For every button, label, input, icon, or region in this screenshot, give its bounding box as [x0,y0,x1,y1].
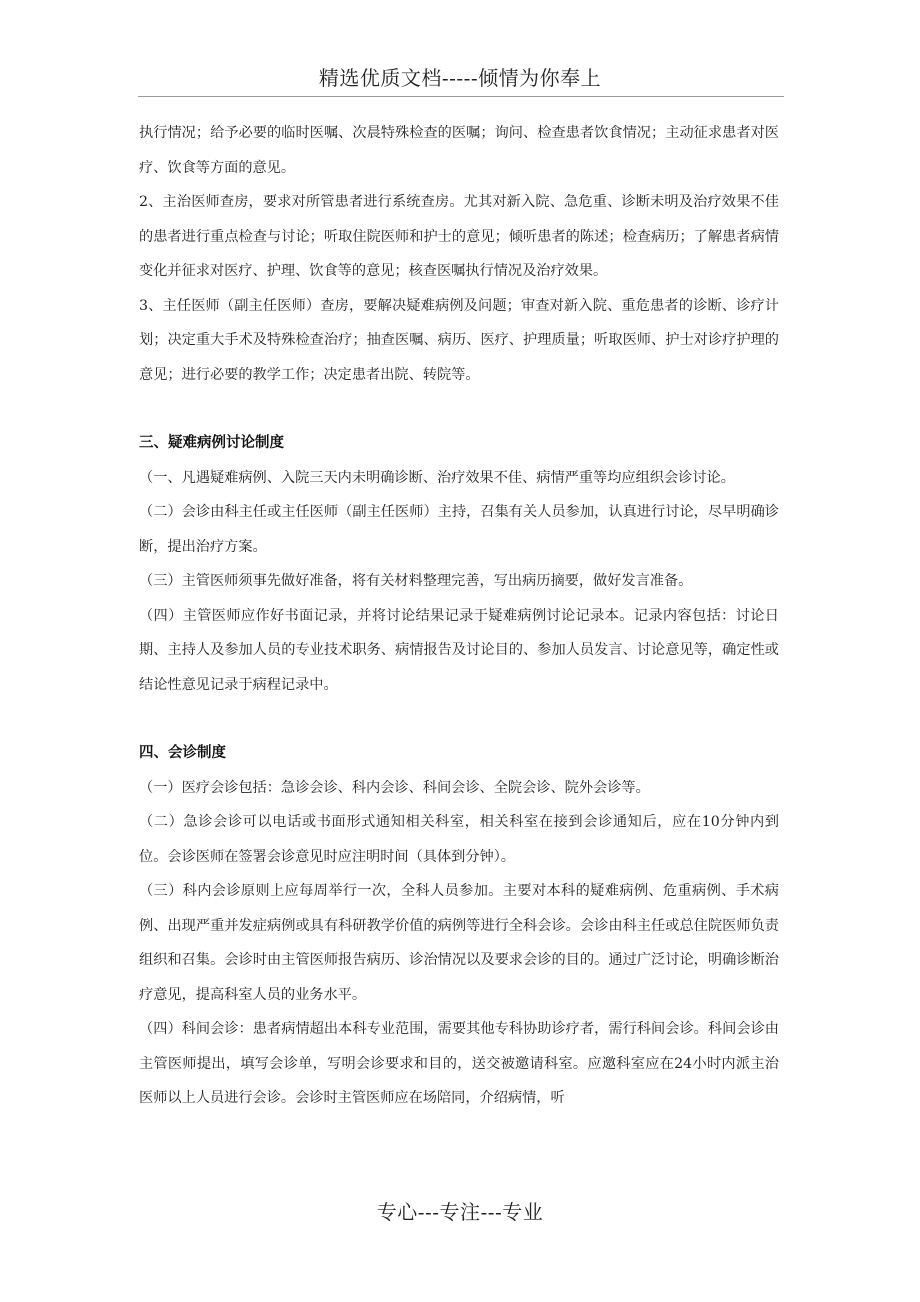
spacer [139,702,779,736]
paragraph: 执行情况；给予必要的临时医嘱、次晨特殊检查的医嘱；询问、检查患者饮食情况；主动征求患者对医疗、饮食等方面的意见。 [139,125,779,176]
spacer [139,392,779,426]
section-difficult-case-discussion [139,426,779,702]
section-title: 四、会诊制度 [139,744,226,761]
paragraph: （二）会诊由科主任或主任医师（副主任医师）主持，召集有关人员参加，认真进行讨论，尽早明确诊断，提出治疗方案。 [139,504,779,555]
section-ward-rounds-continued [139,116,779,392]
paragraph: （四）主管医师应作好书面记录，并将讨论结果记录于疑难病例讨论记录本。记录内容包括：讨论日期、主持人及参加人员的专业技术职务、病情报告及讨论目的、参加人员发言、讨论意见等，确定性或结论性意见记录于病程记录中。 [139,607,779,693]
paragraph: （三）科内会诊原则上应每周举行一次，全科人员参加。主要对本科的疑难病例、危重病例、手术病例、出现严重并发症病例或具有科研教学价值的病例等进行全科会诊。会诊由科主任或总住院医师负责组织和召集。会诊时由主管医师报告病历、诊治情况以及要求会诊的目的。通过广泛讨论，明确诊断治疗意见，提高科室人员的业务水平。 [139,883,779,1003]
paragraph: 3、主任医师（副主任医师）查房，要解决疑难病例及问题；审查对新入院、重危患者的诊断、诊疗计划；决定重大手术及特殊检查治疗；抽查医嘱、病历、医疗、护理质量；听取医师、护士对诊疗护理的意见；进行必要的教学工作；决定患者出院、转院等。 [139,297,779,383]
paragraph: （一）医疗会诊包括：急诊会诊、科内会诊、科间会诊、全院会诊、院外会诊等。 [139,779,650,796]
paragraph: （四）科间会诊：患者病情超出本科专业范围，需要其他专科协助诊疗者，需行科间会诊。科间会诊由主管医师提出，填写会诊单，写明会诊要求和目的，送交被邀请科室。应邀科室应在24小时内派主治医师以上人员进行会诊。会诊时主管医师应在场陪同，介绍病情，听 [139,1021,779,1106]
paragraph: （一、凡遇疑难病例、入院三天内未明确诊断、治疗效果不佳、病情严重等均应组织会诊讨论。 [139,469,735,486]
section-title: 三、疑难病例讨论制度 [139,434,284,451]
section-consultation-system [139,736,779,1116]
paragraph: （二）急诊会诊可以电话或书面形式通知相关科室，相关科室在接到会诊通知后，应在10分钟内到位。会诊医师在签署会诊意见时应注明时间（具体到分钟）。 [139,814,779,865]
paragraph: （三）主管医师须事先做好准备，将有关材料整理完善，写出病历摘要，做好发言准备。 [139,573,693,589]
page-footer: 专心---专注---专业 [376,1200,544,1224]
header-divider [138,96,784,97]
document-body [139,116,779,1116]
page-header: 精选优质文档-----倾情为你奉上 [318,66,602,90]
paragraph: 2、主治医师查房，要求对所管患者进行系统查房。尤其对新入院、急危重、诊断未明及治疗效果不佳的患者进行重点检查与讨论；听取住院医师和护士的意见；倾听患者的陈述；检查病历；了解患者病情变化并征求对医疗、护理、饮食等的意见；核查医嘱执行情况及治疗效果。 [139,194,779,279]
